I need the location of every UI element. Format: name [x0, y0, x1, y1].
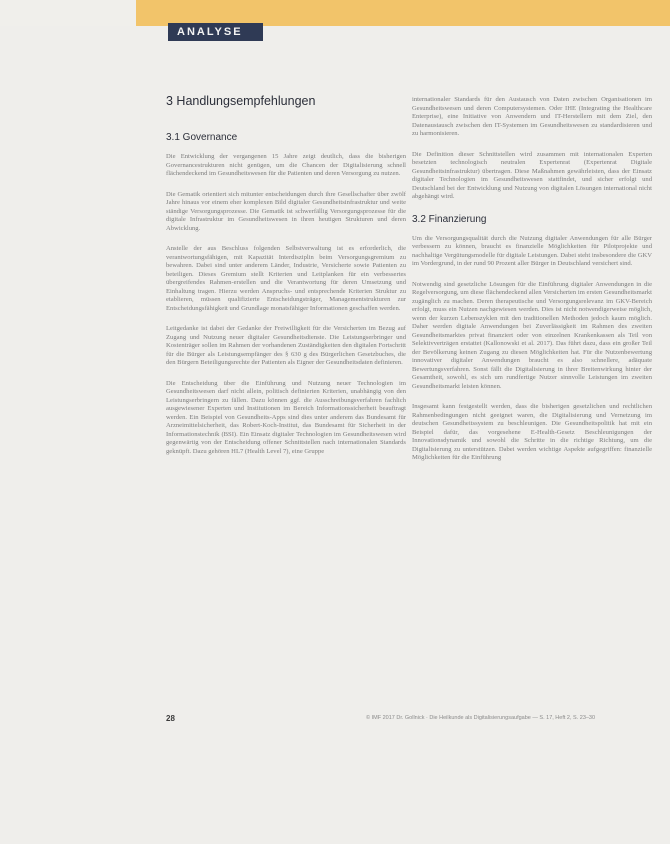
paragraph: Um die Versorgungsqualität durch die Nutzung digitaler Anwendungen für alle Bürger verbessern zu können, braucht es finanzielle Möglichkeiten für Pilotprojekte und nachhaltige Vergütungsmodelle für digitale Leistungen. Dabei steht insbesondere die GKV im Vordergrund, in der rund 90 Prozent aller Bürger in Deutschland versichert sind. [412, 234, 652, 267]
footer-citation: © IMF 2017 Dr. Gollnick · Die Heilkunde als Digitalisierungsaufgabe — S. 17, Heft 2, S. 23–30 [366, 715, 596, 721]
paragraph: Die Gematik orientiert sich mitunter entscheidungen durch ihre Gesellschafter über zwölf Jahre hinaus vor einem eher komplexen Bild digitaler Gesundheitsinfrastruktur und weite ständige Versorgungsprozesse. Die Gematik ist schwerfällig Versorgungsprozesse für die digitale Infrastruktur im Gesundheitswesen in ihren heutigen Strukturen und deren Abwicklung. [166, 190, 406, 232]
left-column [166, 88, 406, 468]
header-margin [0, 0, 136, 26]
page-number: 28 [166, 714, 175, 723]
paragraph: Anstelle der aus Beschluss folgenden Selbstverwaltung ist es erforderlich, die verantwortungsfähigen, mit Kapazität Interdisziplin beim Versorgungsgremium zu bewahren. Dabei sind unter anderem Länder, Industrie, Versicherte sowie Patienten zu beteiligen. Dieses Gremium stellt Kriterien und Leitplanken für ein verbessertes übergreifendes Rahmen-erstellen und die Verantwortung für deren Umsetzung und Einhaltung tragen. Hierzu werden Anspruchs- und entsprechende Kriterien Struktur zu etablieren, müssen qualifizierte Entscheidungsträger, Managementstrukturen zur Entscheidungsfähigkeit und Grundlage monatsfähiger Informationen geschaffen werden. [166, 245, 406, 312]
section-heading-governance: 3.1 Governance [166, 132, 238, 143]
paragraph: Die Definition dieser Schnittstellen wird zusammen mit internationalen Experten besetzten technologisch neutralen Expertenrat (Expertenrat Digitale Gesundheitsinfrastruktur) übertragen. Diese Maßnahmen gewährleisten, dass der Einsatz digitaler Technologien im Gesundheitswesen stattfindet, und sicher erfolgt und Deutschland bei der Entwicklung und Nutzung von digitalen Lösungen international nicht abgehängt wird. [412, 150, 652, 200]
right-column [412, 96, 652, 475]
paragraph: Die Entwicklung der vergangenen 15 Jahre zeigt deutlich, dass die bisherigen Governancestrukturen nicht genügen, um die Chancen der Digitalisierung schnell flächendeckend im Gesundheitswesen für die Patienten und deren Versorgung zu nutzen. [166, 153, 406, 177]
paragraph: internationaler Standards für den Austausch von Daten zwischen Organisationen im Gesundheitswesen und deren Computersystemen. Oder IHE (Integrating the Healthcare Enterprise), eine Initiative von Anwendern und IT-Herstellern mit dem Ziel, den Datenaustausch zwischen den IT-Systemen im Gesundheitswesen zu standardisieren und zu harmonisieren. [412, 96, 652, 137]
paragraph: Die Entscheidung über die Einführung und Nutzung neuer Technologien im Gesundheitswesen darf nicht allein, politisch definierten Kriterien, unabhängig von den Leistungserbringern zu fällen. Dazu können ggf. die Ausschreibungsverfahren fachlich ausgewiesener Experten und Institutionen im Bereich Informationssicherheit beauftragt werden. Ein Beispiel von Gesundheits-Apps sind dies unter anderem das Bundesamt für Arzneimittelsicherheit, das Robert-Koch-Institut, das Bundesamt für Sicherheit in der Informationstechnik (BSI). Ein Einsatz digitaler Technologien im Gesundheitswesen wird gegenwärtig von der Entscheidung offener Schnittstellen nach internationalen Standards geknüpft. Dazu gehören HL7 (Health Level 7), eine Gruppe [166, 379, 406, 455]
paragraph: Notwendig sind gesetzliche Lösungen für die Einführung digitaler Anwendungen in die Regelversorgung, um diese flächendeckend allen Versicherten im ersten Gesundheitsmarkt zugänglich zu machen. Deren therapeutische und Versorgungsrelevanz im GKV-Bereich erfolgt, muss ein Nutzen nachgewiesen werden. Dies ist nicht notwendigerweise möglich, wenn der kurzen Lebenszyklen mit den traditionellen Methoden jedoch kaum möglich. Daher werden digitale Anwendungen bei Zuverlässigkeit im Rahmen des zweiten Gesundheitsmarktes privat finanziert oder von einzelnen Krankenkassen als Teil von Selektivverträgen erstattet (Kallonowski et al. 2017). Das führt dazu, dass ein großer Teil der Bevölkerung keinen Zugang zu diesen Möglichkeiten hat. Für die Nutzenbewertung innovativer digitaler Anwendungen braucht es also schnellere, adäquate Bewertungsverfahren. Sonst fällt die Digitalisierung in ihrer Breitenwirkung hinter der Gesamtheit, sowohl, es sich um rundfertige Nutzer sinnvolle Leistungen im zweiten Gesundheitsmarkt leisten können. [412, 280, 652, 390]
chapter-heading: 3 Handlungsempfehlungen [166, 94, 316, 108]
paragraph: Insgesamt kann festgestellt werden, dass die bisherigen gesetzlichen und rechtlichen Rahmenbedingungen nicht geeignet waren, die Digitalisierung und Vernetzung im deutschen Gesundheitssystem zu beschleunigen. Die Gesundheitspolitik hat mit ein Beispiel dafür, das vorgesehene E-Health-Gesetz Beschleunigungen der Innovationsdynamik und sowohl die Schritte in die richtige Richtung, um die Digitalisierung zu unterstützen. Dabei werden wichtige Aspekte aufgegriffen: finanzielle Möglichkeiten für die Einführung [412, 403, 652, 461]
section-tab: ANALYSE [168, 23, 263, 41]
paragraph: Leitgedanke ist dabei der Gedanke der Freiwilligkeit für die Versicherten im Bezug auf Zugang und Nutzung neuer digitaler Gesundheitsdienste. Die Leistungserbringer und Kostenträger sollen im Rahmen der vorhandenen Zuständigkeiten den digitalen Fortschritt für die Bürger als Leistungsempfänger des § 630 g des Bürgerlichen Gesetzbuches, die den Bürgern Beteiligungsrechte der Patienten als Eigner der Gesundheitsdaten definieren. [166, 325, 406, 366]
section-heading-finanzierung: 3.2 Finanzierung [412, 213, 487, 225]
